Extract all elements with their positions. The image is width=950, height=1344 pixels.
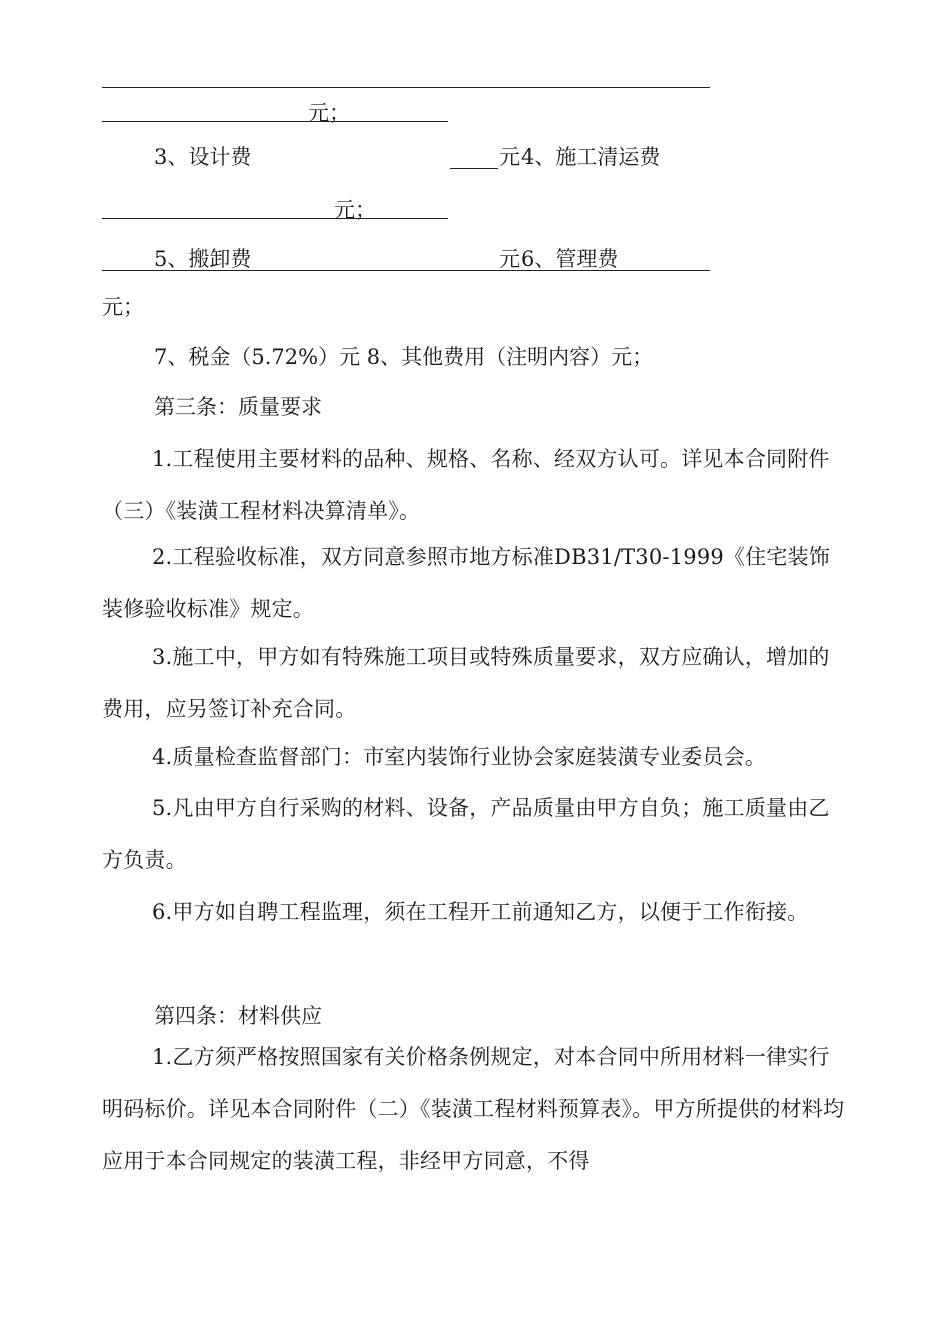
article3-clause-4: 4.质量检查监督部门：市室内装饰行业协会家庭装潢专业委员会。 xyxy=(152,745,767,769)
fee-unit-text: 元； xyxy=(102,295,144,319)
fee-unit-text: 元； xyxy=(308,101,350,125)
article3-clause-1: 1.工程使用主要材料的品种、规格、名称、经双方认可。详见本合同附件（三）《装潢工程材料决算清单》。 xyxy=(102,447,830,523)
article4-clause-1: 1.乙方须严格按照国家有关价格条例规定，对本合同中所用材料一律实行明码标价。详见本合同附件（二）《装潢工程材料预算表》。甲方所提供的材料均应用于本合同规定的装潢工程，非经甲方同意，不得 xyxy=(102,1045,845,1173)
fee-item-handling: 5、搬卸费 xyxy=(154,247,252,271)
fee-unit-text: 元； xyxy=(334,198,376,222)
blank-underline xyxy=(102,121,448,122)
blank-underline xyxy=(450,168,498,169)
fee-unit-text: 元 xyxy=(499,247,520,271)
blank-underline xyxy=(102,218,448,219)
article3-heading: 第三条：质量要求 xyxy=(154,395,322,419)
fee-item-design: 3、设计费 xyxy=(154,145,252,169)
article3-clause-2: 2.工程验收标准，双方同意参照市地方标准DB31/T30-1999《住宅装饰装修验收标准》规定。 xyxy=(102,545,830,621)
article3-clause-6: 6.甲方如自聘工程监理，须在工程开工前通知乙方，以便于工作衔接。 xyxy=(152,900,809,924)
fee-unit-text: 元 xyxy=(499,145,520,169)
article3-clause-3: 3.施工中，甲方如有特殊施工项目或特殊质量要求，双方应确认，增加的费用，应另签订补充合同。 xyxy=(102,645,830,721)
fee-item-tax-other: 7、税金（5.72%）元 8、其他费用（注明内容）元； xyxy=(154,345,654,369)
fee-item-cleanup: 4、施工清运费 xyxy=(521,145,661,169)
fee-item-management: 6、管理费 xyxy=(521,247,619,271)
blank-underline xyxy=(102,270,710,271)
article4-heading: 第四条：材料供应 xyxy=(154,1004,322,1028)
blank-underline xyxy=(102,87,710,88)
article3-clause-5: 5.凡由甲方自行采购的材料、设备，产品质量由甲方自负；施工质量由乙方负责。 xyxy=(102,796,830,872)
